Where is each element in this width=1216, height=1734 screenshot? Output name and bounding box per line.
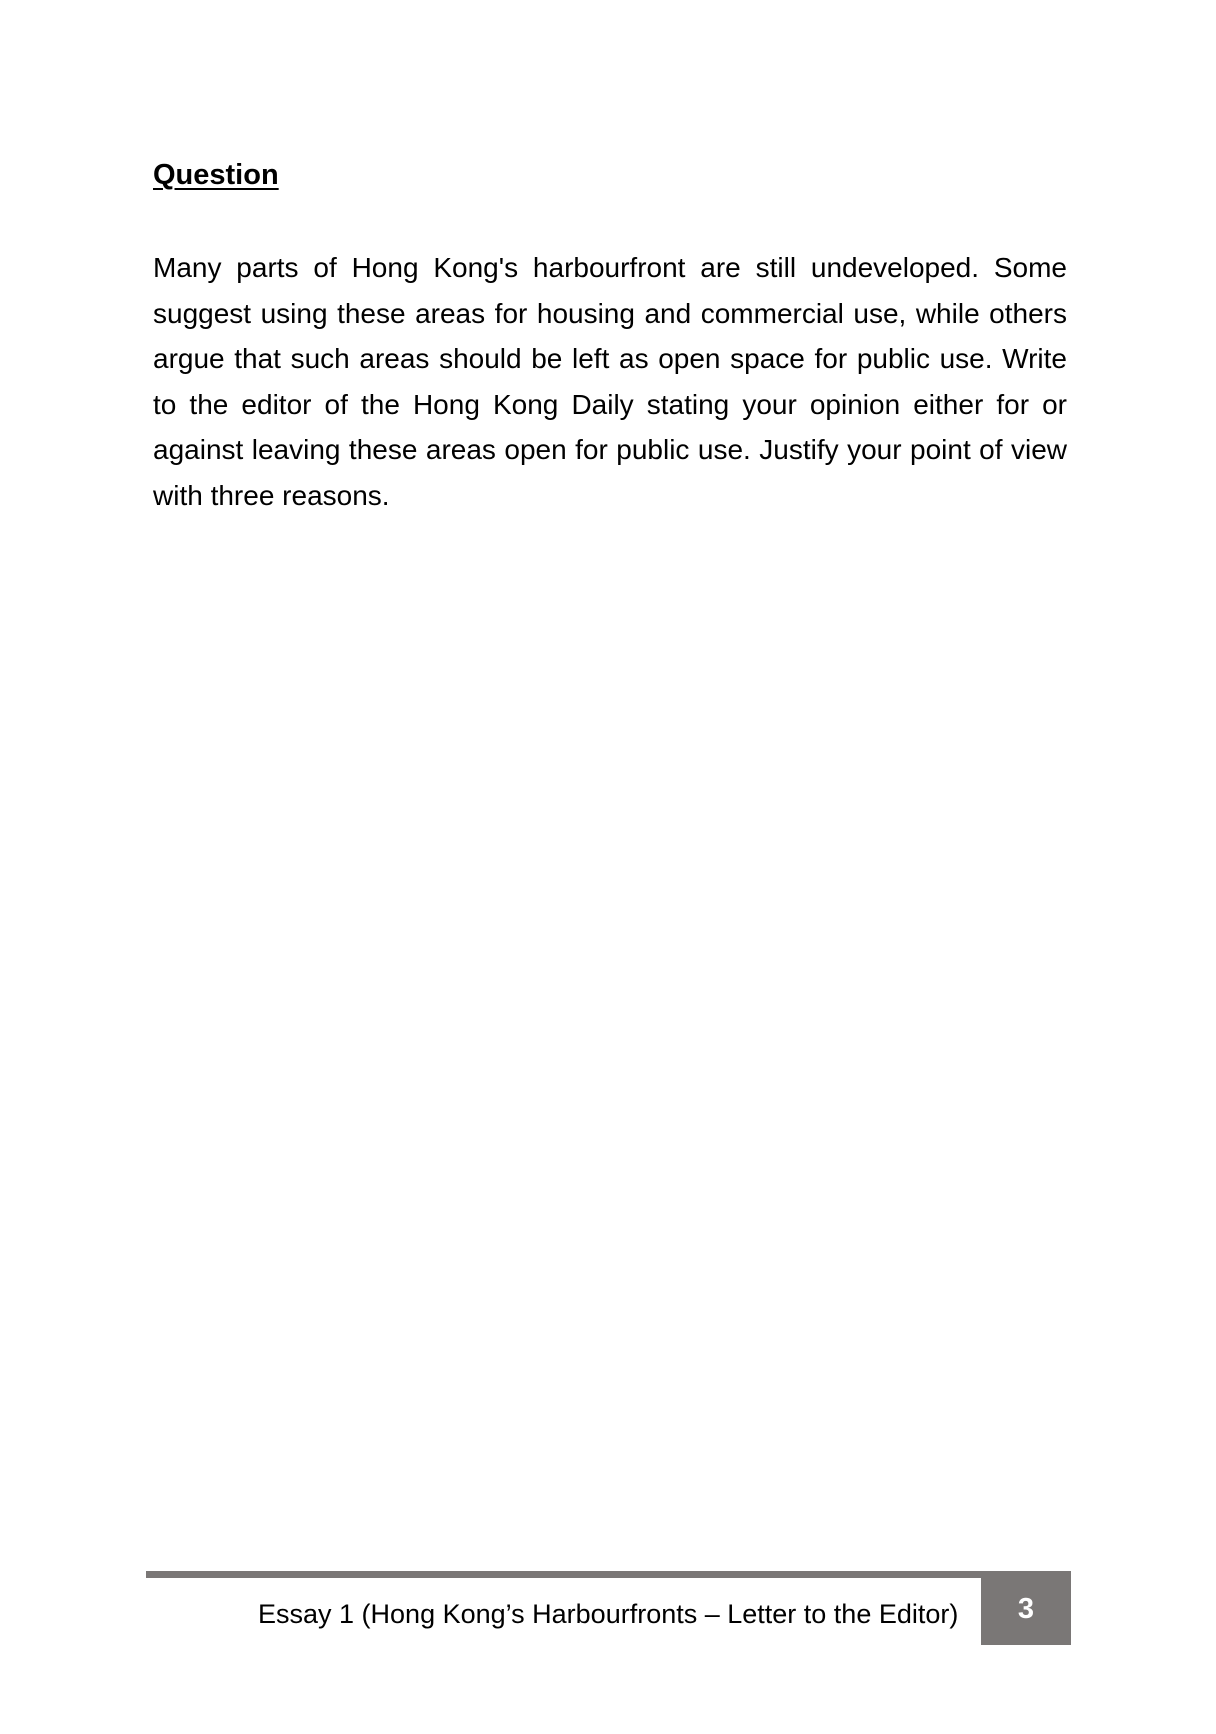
page-number-badge (981, 1574, 1071, 1645)
footer-rule (146, 1571, 1071, 1578)
question-body: Many parts of Hong Kong's harbourfront are still undeveloped. Some suggest using these areas for housing and commercial use, while others argue that such areas should be left as open space for public use. Write to the editor of the Hong Kong Daily stating your opinion either for or against leaving these areas open for public use. Justify your point of view with three reasons. (153, 252, 1067, 511)
footer-title: Essay 1 (Hong Kong’s Harbourfronts – Letter to the Editor) (258, 1599, 959, 1629)
question-heading: Question (153, 159, 279, 191)
page-number: 3 (1017, 1593, 1035, 1625)
